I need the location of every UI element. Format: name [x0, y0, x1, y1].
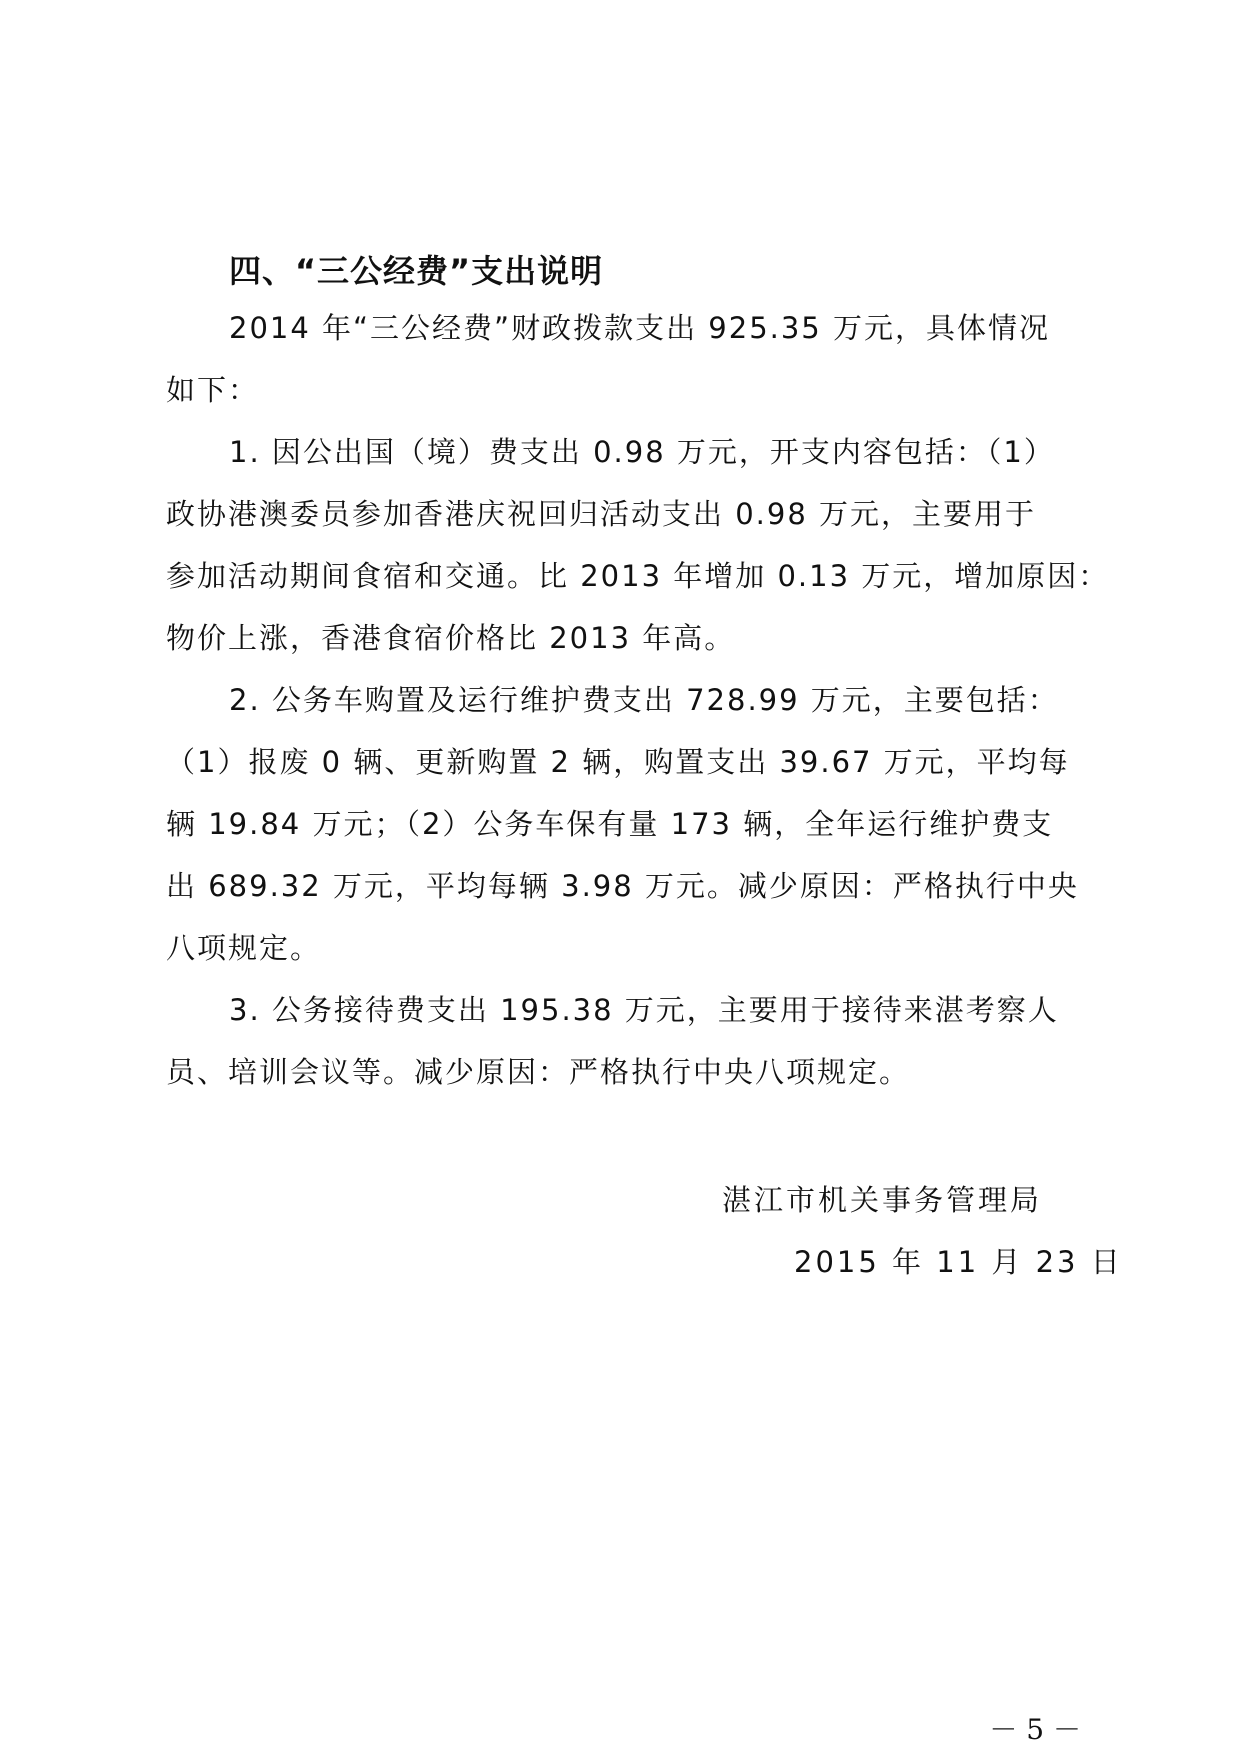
signature-org: 湛江市机关事务管理局 [722, 1183, 1043, 1217]
intro-line-2: 如下： [166, 373, 260, 407]
item2-line-2: （1）报废 0 辆、更新购置 2 辆，购置支出 39.67 万元，平均每 [166, 745, 1070, 779]
item2-line-3: 辆 19.84 万元；（2）公务车保有量 173 辆，全年运行维护费支 [166, 807, 1054, 841]
item2-line-1: 2. 公务车购置及运行维护费支出 728.99 万元，主要包括： [229, 683, 1059, 717]
intro-line-1: 2014 年“三公经费”财政拨款支出 925.35 万元，具体情况 [229, 311, 1050, 345]
item2-line-5: 八项规定。 [166, 931, 322, 965]
item3-line-1: 3. 公务接待费支出 195.38 万元，主要用于接待来湛考察人 [229, 993, 1059, 1027]
item1-line-3: 参加活动期间食宿和交通。比 2013 年增加 0.13 万元，增加原因： [166, 559, 1110, 593]
item1-line-2: 政协港澳委员参加香港庆祝回归活动支出 0.98 万元，主要用于 [166, 497, 1037, 531]
item2-line-4: 出 689.32 万元，平均每辆 3.98 万元。减少原因：严格执行中央 [166, 869, 1079, 903]
item1-line-1: 1. 因公出国（境）费支出 0.98 万元，开支内容包括：（1） [229, 435, 1055, 469]
item3-line-2: 员、培训会议等。减少原因：严格执行中央八项规定。 [166, 1055, 911, 1089]
item1-line-4: 物价上涨，香港食宿价格比 2013 年高。 [166, 621, 736, 655]
page-number: － 5 － [989, 1713, 1081, 1746]
section-heading: 四、“三公经费”支出说明 [229, 252, 604, 290]
signature-date: 2015 年 11 月 23 日 [794, 1245, 1123, 1279]
